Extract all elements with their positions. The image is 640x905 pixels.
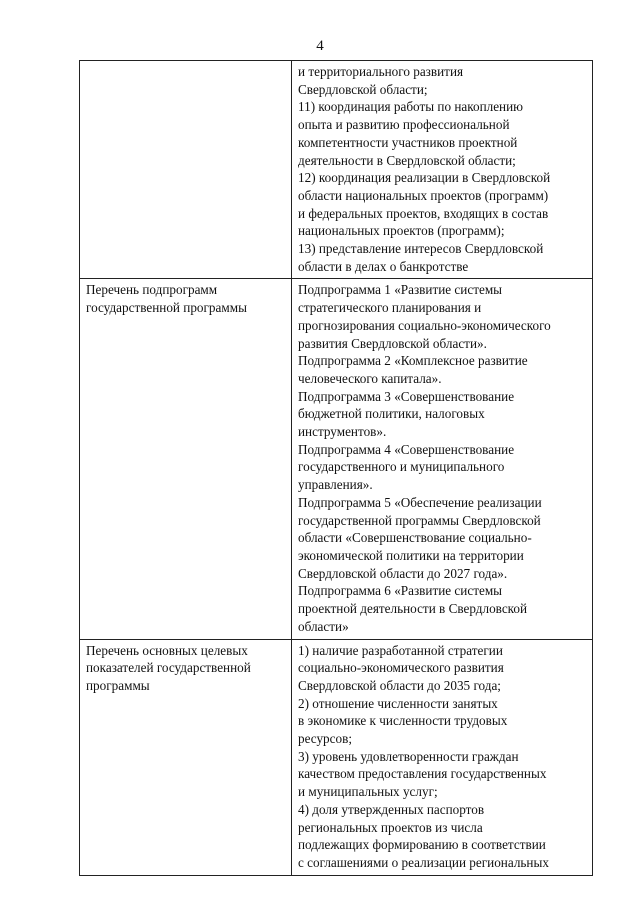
text-line: области национальных проектов (программ) [298, 187, 549, 203]
row-label-line: программы [86, 677, 150, 693]
text-line: Свердловской области до 2027 года». [298, 565, 508, 581]
text-line: развития Свердловской области». [298, 335, 487, 351]
program-passport-table [79, 60, 593, 876]
text-line: с соглашениями о реализации региональных [298, 854, 549, 870]
text-line: 3) уровень удовлетворенности граждан [298, 748, 519, 764]
row-label-cell [80, 639, 292, 875]
text-line: и муниципальных услуг; [298, 784, 438, 800]
table-row-target-indicators [80, 639, 593, 875]
text-line: инструментов». [298, 424, 387, 440]
text-line: 11) координация работы по накоплению [298, 99, 524, 115]
text-line: бюджетной политики, налоговых [298, 406, 485, 422]
text-line: 12) координация реализации в Свердловской [298, 170, 551, 186]
text-line: Подпрограмма 4 «Совершенствование [298, 441, 515, 457]
text-line: компетентности участников проектной [298, 134, 518, 150]
text-line: Подпрограмма 5 «Обеспечение реализации [298, 494, 542, 510]
table-row-subprograms [80, 279, 593, 639]
text-line: Подпрограмма 2 «Комплексное развитие [298, 353, 528, 369]
text-line: подлежащих формированию в соответствии [298, 837, 546, 853]
text-line: качеством предоставления государственных [298, 766, 547, 782]
text-line: 4) доля утвержденных паспортов [298, 801, 485, 817]
text-line: в экономике к численности трудовых [298, 713, 508, 729]
text-line: области» [298, 618, 349, 634]
text-line: Свердловской области; [298, 81, 428, 97]
row-label-line: Перечень основных целевых [86, 642, 248, 658]
text-line: социально-экономического развития [298, 660, 504, 676]
text-line: человеческого капитала». [298, 370, 442, 386]
text-line: Подпрограмма 6 «Развитие системы [298, 583, 503, 599]
text-line: 13) представление интересов Свердловской [298, 241, 544, 257]
text-line: государственной программы Свердловской [298, 512, 541, 528]
text-line: и федеральных проектов, входящих в состав [298, 205, 549, 221]
text-line: опыта и развитию профессиональной [298, 117, 510, 133]
text-line: области в делах о банкротстве [298, 258, 469, 274]
text-line: проектной деятельности в Свердловской [298, 601, 528, 617]
subprograms-content-cell [292, 279, 593, 639]
text-line: Свердловской области до 2035 года; [298, 677, 501, 693]
text-line: региональных проектов из числа [298, 819, 483, 835]
text-line: национальных проектов (программ); [298, 223, 505, 239]
row-label-line: государственной программы [86, 300, 247, 316]
text-line: и территориального развития [298, 64, 464, 79]
text-line: деятельности в Свердловской области; [298, 152, 516, 168]
indicators-content-cell [292, 639, 593, 875]
row-label-line: показателей государственной [86, 660, 251, 676]
text-line: области «Совершенствование социально- [298, 530, 532, 546]
row-label-cell [80, 61, 292, 279]
text-line: ресурсов; [298, 731, 352, 747]
text-line: государственного и муниципального [298, 459, 505, 475]
row-label-cell [80, 279, 292, 639]
text-line: Подпрограмма 3 «Совершенствование [298, 388, 515, 404]
text-line: 1) наличие разработанной стратегии [298, 642, 503, 658]
text-line: Подпрограмма 1 «Развитие системы [298, 282, 503, 298]
row-label-line: Перечень подпрограмм [86, 282, 218, 298]
text-line: управления». [298, 477, 373, 493]
table-row-tasks-continued [80, 61, 593, 279]
text-line: 2) отношение численности занятых [298, 695, 498, 711]
text-line: экономической политики на территории [298, 547, 524, 563]
text-line: стратегического планирования и [298, 300, 482, 316]
text-line: прогнозирования социально-экономического [298, 317, 551, 333]
tasks-content-cell [292, 61, 593, 279]
page-number: 4 [316, 38, 324, 54]
